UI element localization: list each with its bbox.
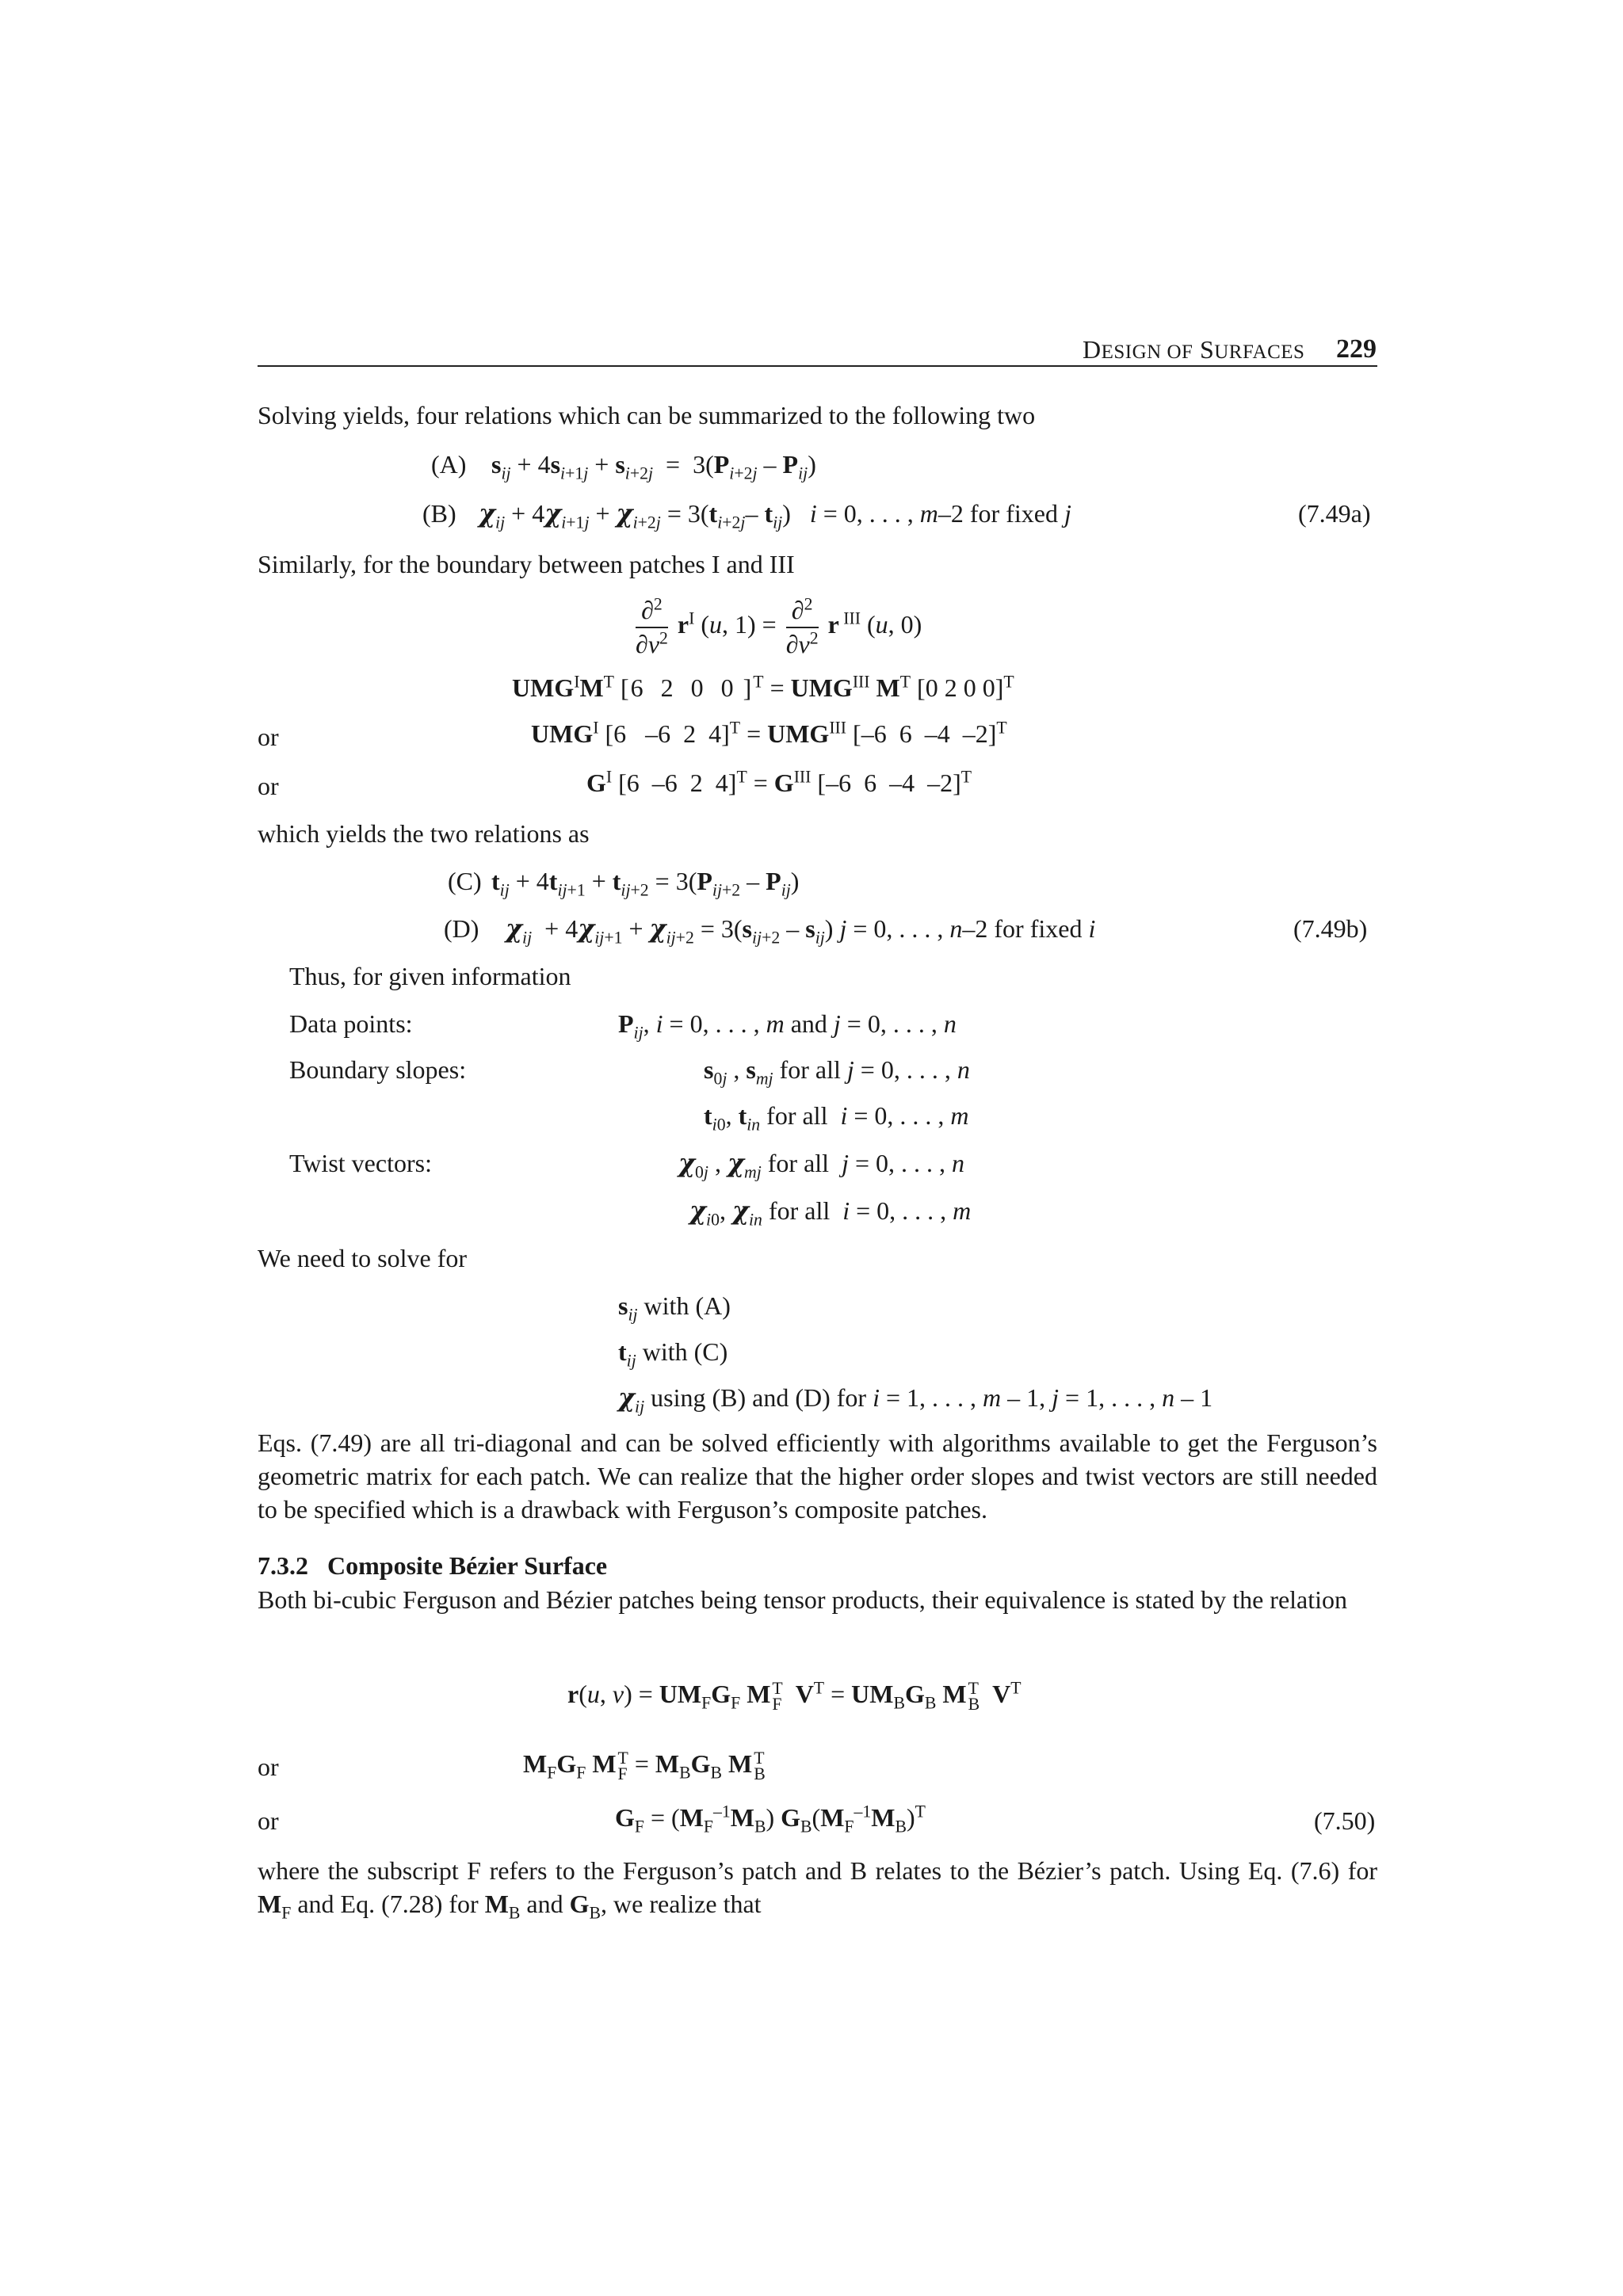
page-number: 229: [1336, 334, 1377, 364]
or-label-4: or: [258, 1806, 279, 1835]
paragraph-equivalence: Both bi-cubic Ferguson and Bézier patches being tensor products, their equivalence is stated by the relation: [258, 1585, 1348, 1614]
eq-label-A: (A): [431, 450, 467, 479]
which-yields-text: which yields the two relations as: [258, 819, 590, 848]
thus-text: Thus, for given information: [289, 962, 571, 990]
twist-vectors-j: $\chi_{0j}$ , $\chi_{mj}$ for all j = 0, . . . , n: [678, 1148, 964, 1182]
data-points-value: $P_{ij}$, i = 0, . . . , m and j = 0, . . . , n: [618, 1009, 957, 1043]
gf-equation: $G_F = (M_F^{-1}M_B)$ $G_B(M_F^{-1}M_B)^T$: [615, 1802, 926, 1836]
paragraph-tridiagonal: Eqs. (7.49) are all tri-diagonal and can be solved efficiently with algorithms available to get the Ferguson’s geometric matrix for each patch. We can realize that the higher order slopes and twist vectors are still needed to be specified which is a drawback with Ferguson’s composite patches.: [258, 1428, 1377, 1524]
twist-vectors-label: Twist vectors:: [289, 1149, 432, 1177]
solve-s: $s_{ij}$ with (A): [618, 1291, 731, 1325]
or-label-3: or: [258, 1753, 279, 1781]
running-header: DESIGN OF SURFACES: [1083, 335, 1305, 364]
eq-label-B: (B): [422, 499, 456, 528]
equation-C: $t_{ij} + 4t_{ij+1} + t_{ij+2} = 3(P_{ij+2} - P_{ij})$: [491, 867, 800, 900]
similarly-text: Similarly, for the boundary between patches I and III: [258, 550, 795, 578]
equation-A: $s_{ij} + 4s_{i+1j} + s_{i+2j} = 3(P_{i+2j} - P_{ij})$: [491, 450, 816, 483]
boundary-slopes-label: Boundary slopes:: [289, 1055, 467, 1084]
mf-gf-equation: $M_FG_F$ M T F = $M_BG_B$ M T B: [523, 1749, 766, 1783]
or-label-2: or: [258, 772, 279, 800]
eq-number-750: (7.50): [1314, 1806, 1376, 1835]
twist-vectors-i: $\chi_{i0}$, $\chi_{in}$ for all i = 0, . . . , m: [689, 1196, 972, 1230]
header-rule: [258, 365, 1377, 367]
section-heading: 7.3.2 Composite Bézier Surface: [258, 1551, 608, 1580]
boundary-slopes-s: $s_{0j}$ , $s_{mj}$ for all j = 0, . . . , n: [704, 1055, 970, 1089]
equation-B: $\chi_{ij} + 4\chi_{i+1j} + \chi_{i+2j} = 3(t_{i+2j}-$ $t_{ij}$) i = 0, . . . , m–2 for fixed j: [479, 498, 1071, 532]
or-label-1: or: [258, 723, 279, 751]
need-to-solve-text: We need to solve for: [258, 1244, 467, 1272]
solve-chi: $\chi_{ij}$ using (B) and (D) for i = 1, . . . , m – 1, j = 1, . . . , n – 1: [618, 1383, 1213, 1417]
eq-number-749b: (7.49b): [1293, 914, 1368, 943]
boundary-slopes-t: $t_{i0}$, $t_{in}$ for all i = 0, . . . , m: [704, 1101, 969, 1135]
umg-equation-1: $UMG^IM^T$ [6 2 0 0 ]$^T = UMG^{III}$ $M^T$ [0 2 0 0]$^T$: [512, 672, 1014, 702]
paragraph-subscript: where the subscript F refers to the Ferguson’s patch and B relates to the Bézier’s patch. Using Eq. (7.6) for $M_F$ and Eq. (7.28) for $M_B$ and $G_B$, we realize that: [258, 1856, 1378, 1923]
second-derivative-equation: $\frac{\partial^2}{\partial v^2}$ $r^I$ (u, 1) = $\frac{\partial^2}{\partial v^2}$ r $^{III}$ (u, 0): [636, 594, 922, 658]
g-equation: $G^I$ [6 –6 2 $4]^T = G^{III}$ [–6 6 –4 –2]$^T$: [586, 767, 972, 797]
umg-equation-2: $UMG^I$ [6 –6 2 $4]^T = UMG^{III}$ [–6 6 –4 –2]$^T$: [531, 718, 1007, 748]
intro-text: Solving yields, four relations which can be summarized to the following two: [258, 401, 1036, 429]
eq-label-D: (D): [444, 914, 479, 943]
solve-t: $t_{ij}$ with (C): [618, 1337, 728, 1371]
ruv-equation: r(u, $v) = UM_FG_F$ M T F $V^T = UM_BG_B$ M T B $V^T$: [567, 1678, 1022, 1714]
data-points-label: Data points:: [289, 1009, 413, 1038]
eq-label-C: (C): [448, 867, 482, 895]
equation-D: $\chi_{ij} + 4\chi_{ij+1} + \chi_{ij+2} = 3(s_{ij+2} - s_{ij}) j = 0$, . . . , n–2 for fixed i: [506, 913, 1096, 948]
eq-number-749a: (7.49a): [1298, 499, 1371, 528]
